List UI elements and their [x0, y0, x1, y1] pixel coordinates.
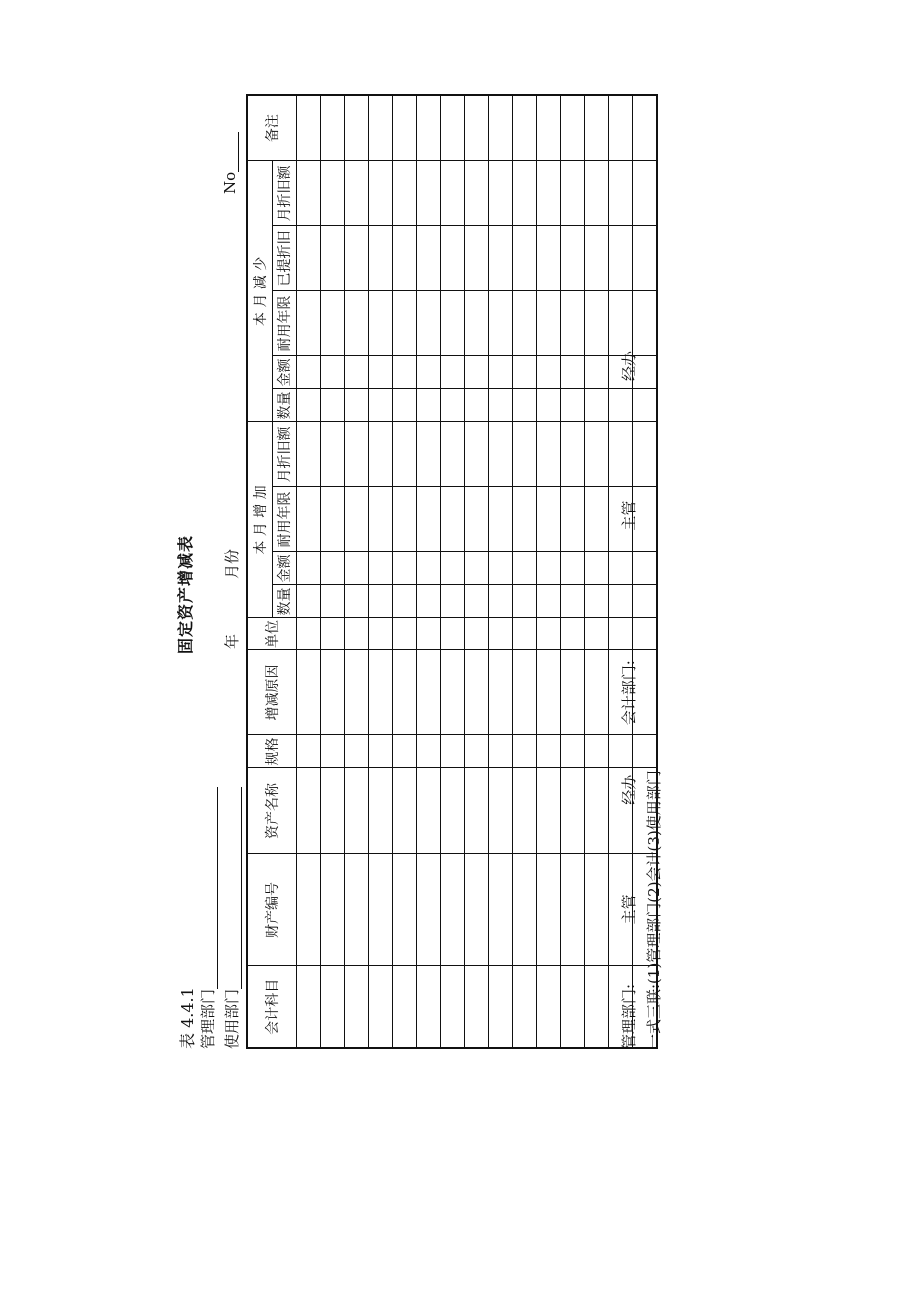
table-cell[interactable] — [513, 618, 537, 650]
table-number: 表 4.4.1 — [178, 987, 197, 1049]
table-cell[interactable] — [321, 226, 345, 291]
table-cell[interactable] — [297, 552, 321, 585]
table-cell[interactable] — [465, 585, 489, 618]
table-cell[interactable] — [537, 735, 561, 768]
table-cell[interactable] — [537, 291, 561, 356]
table-cell[interactable] — [441, 226, 465, 291]
table-cell[interactable] — [513, 161, 537, 226]
col-increase-group: 本 月 增 加 — [247, 422, 272, 618]
table-cell[interactable] — [393, 161, 417, 226]
table-cell[interactable] — [321, 618, 345, 650]
table-cell[interactable] — [465, 618, 489, 650]
table-cell[interactable] — [489, 585, 513, 618]
number-field — [221, 132, 239, 194]
table-cell[interactable] — [297, 95, 321, 161]
table-cell[interactable] — [345, 650, 369, 735]
table-cell[interactable] — [369, 356, 393, 389]
table-cell[interactable] — [345, 552, 369, 585]
table-cell[interactable] — [489, 389, 513, 422]
table-cell[interactable] — [465, 768, 489, 854]
table-cell[interactable] — [345, 618, 369, 650]
table-cell[interactable] — [393, 735, 417, 768]
col-unit: 单位 — [247, 618, 297, 650]
table-cell[interactable] — [585, 966, 609, 1048]
year-label: 年 — [223, 633, 241, 649]
footer-acct-dept-label: 会计部门: — [620, 660, 638, 726]
table-cell[interactable] — [561, 585, 585, 618]
table-cell[interactable] — [441, 735, 465, 768]
table-cell[interactable] — [417, 618, 441, 650]
table-cell[interactable] — [297, 291, 321, 356]
table-cell[interactable] — [537, 422, 561, 487]
table-cell[interactable] — [465, 966, 489, 1048]
table-cell[interactable] — [345, 735, 369, 768]
table-cell[interactable] — [561, 487, 585, 552]
table-cell[interactable] — [417, 291, 441, 356]
table-cell[interactable] — [489, 95, 513, 161]
table-cell[interactable] — [585, 650, 609, 735]
table-cell[interactable] — [393, 585, 417, 618]
table-cell[interactable] — [393, 226, 417, 291]
table-cell[interactable] — [513, 650, 537, 735]
table-cell[interactable] — [441, 487, 465, 552]
table-cell[interactable] — [489, 966, 513, 1048]
table-cell[interactable] — [537, 618, 561, 650]
table-cell[interactable] — [345, 226, 369, 291]
table-cell[interactable] — [417, 552, 441, 585]
month-label: 月份 — [223, 548, 241, 579]
table-cell[interactable] — [537, 226, 561, 291]
table-cell[interactable] — [417, 161, 441, 226]
col-inc-amt: 金额 — [272, 552, 297, 585]
table-cell[interactable] — [465, 161, 489, 226]
table-cell[interactable] — [489, 768, 513, 854]
table-cell[interactable] — [513, 585, 537, 618]
table-cell[interactable] — [417, 422, 441, 487]
use-dept-label: 使用部门 — [223, 988, 241, 1049]
table-cell[interactable] — [465, 389, 489, 422]
table-cell[interactable] — [609, 161, 633, 226]
table-cell[interactable] — [513, 966, 537, 1048]
col-asset-no: 财产编号 — [247, 854, 297, 966]
mgmt-dept-blank[interactable] — [203, 787, 218, 989]
table-cell[interactable] — [417, 389, 441, 422]
table-cell[interactable] — [321, 552, 345, 585]
table-cell[interactable] — [513, 389, 537, 422]
table-cell[interactable] — [345, 161, 369, 226]
table-cell[interactable] — [537, 487, 561, 552]
table-cell[interactable] — [321, 735, 345, 768]
col-spec: 规格 — [247, 735, 297, 768]
table-cell[interactable] — [561, 291, 585, 356]
table-cell[interactable] — [561, 552, 585, 585]
table-row — [513, 95, 537, 1048]
table-cell[interactable] — [441, 966, 465, 1048]
table-cell[interactable] — [609, 291, 633, 356]
table-cell[interactable] — [321, 291, 345, 356]
table-row — [465, 95, 489, 1048]
number-label: No — [221, 171, 239, 194]
table-cell[interactable] — [537, 966, 561, 1048]
col-reason: 增减原因 — [247, 650, 297, 735]
table-cell[interactable] — [393, 618, 417, 650]
table-cell[interactable] — [537, 161, 561, 226]
col-inc-qty: 数量 — [272, 585, 297, 618]
table-cell[interactable] — [513, 552, 537, 585]
table-cell[interactable] — [345, 356, 369, 389]
table-cell[interactable] — [585, 161, 609, 226]
col-remark: 备注 — [247, 95, 297, 161]
footer-chief-2: 主管 — [620, 500, 638, 531]
table-cell[interactable] — [585, 768, 609, 854]
table-cell[interactable] — [393, 650, 417, 735]
table-cell[interactable] — [393, 389, 417, 422]
table-cell[interactable] — [417, 585, 441, 618]
table-cell[interactable] — [369, 735, 393, 768]
table-cell[interactable] — [297, 487, 321, 552]
table-cell[interactable] — [561, 422, 585, 487]
table-cell[interactable] — [561, 854, 585, 966]
table-cell[interactable] — [609, 226, 633, 291]
table-cell[interactable] — [585, 618, 609, 650]
table-cell[interactable] — [369, 854, 393, 966]
table-cell[interactable] — [441, 552, 465, 585]
table-cell[interactable] — [369, 585, 393, 618]
table-cell[interactable] — [369, 291, 393, 356]
table-cell[interactable] — [561, 389, 585, 422]
use-dept-field — [221, 787, 242, 1049]
table-cell[interactable] — [561, 356, 585, 389]
table-cell[interactable] — [465, 552, 489, 585]
table-cell[interactable] — [393, 854, 417, 966]
table-cell[interactable] — [585, 854, 609, 966]
number-blank[interactable] — [224, 132, 239, 172]
table-cell[interactable] — [345, 422, 369, 487]
col-asset-name: 资产名称 — [247, 768, 297, 854]
table-cell[interactable] — [465, 487, 489, 552]
table-cell[interactable] — [537, 95, 561, 161]
table-cell[interactable] — [345, 585, 369, 618]
table-cell[interactable] — [633, 95, 658, 161]
table-cell[interactable] — [561, 966, 585, 1048]
table-cell[interactable] — [489, 650, 513, 735]
table-cell[interactable] — [609, 95, 633, 161]
footer-copies: 一式三联:(1)管理部门(2)会计(3)使用部门 — [645, 770, 663, 1049]
table-cell[interactable] — [633, 291, 658, 356]
table-cell[interactable] — [369, 650, 393, 735]
table-cell[interactable] — [345, 768, 369, 854]
table-cell[interactable] — [297, 650, 321, 735]
table-cell[interactable] — [513, 768, 537, 854]
table-cell[interactable] — [441, 618, 465, 650]
table-cell[interactable] — [489, 618, 513, 650]
table-cell[interactable] — [417, 487, 441, 552]
table-cell[interactable] — [369, 389, 393, 422]
table-cell[interactable] — [345, 966, 369, 1048]
table-cell[interactable] — [585, 422, 609, 487]
table-cell[interactable] — [393, 487, 417, 552]
table-body — [297, 95, 658, 1048]
table-cell[interactable] — [417, 650, 441, 735]
table-cell[interactable] — [513, 356, 537, 389]
table-cell[interactable] — [489, 854, 513, 966]
footer-mgmt-label: 管理部门: — [620, 983, 638, 1049]
table-cell[interactable] — [321, 585, 345, 618]
table-cell[interactable] — [441, 161, 465, 226]
table-cell[interactable] — [465, 95, 489, 161]
table-cell[interactable] — [561, 650, 585, 735]
table-cell[interactable] — [441, 854, 465, 966]
table-cell[interactable] — [393, 291, 417, 356]
table-cell[interactable] — [297, 422, 321, 487]
table-cell[interactable] — [465, 650, 489, 735]
table-cell[interactable] — [633, 226, 658, 291]
col-dec-accum: 已提折旧 — [272, 226, 297, 291]
table-cell[interactable] — [561, 95, 585, 161]
footer-chief-1: 主管 — [620, 894, 638, 925]
table-cell[interactable] — [369, 226, 393, 291]
table-row — [537, 95, 561, 1048]
col-inc-dep: 月折旧额 — [272, 422, 297, 487]
table-cell[interactable] — [369, 161, 393, 226]
rotated-form — [173, 114, 920, 1049]
table-cell[interactable] — [537, 650, 561, 735]
table-cell[interactable] — [417, 356, 441, 389]
table-cell[interactable] — [369, 422, 393, 487]
table-cell[interactable] — [513, 291, 537, 356]
footer-handler-2: 经办 — [620, 351, 638, 382]
table-cell[interactable] — [345, 291, 369, 356]
table-cell[interactable] — [465, 291, 489, 356]
table-row — [489, 95, 513, 1048]
table-cell[interactable] — [537, 356, 561, 389]
table-cell[interactable] — [441, 422, 465, 487]
table-row — [417, 95, 441, 1048]
table-cell[interactable] — [369, 552, 393, 585]
table-cell[interactable] — [513, 226, 537, 291]
table-cell[interactable] — [465, 356, 489, 389]
table-cell[interactable] — [441, 291, 465, 356]
table-cell[interactable] — [537, 768, 561, 854]
table-cell[interactable] — [585, 487, 609, 552]
table-cell[interactable] — [585, 585, 609, 618]
table-cell[interactable] — [441, 585, 465, 618]
table-cell[interactable] — [585, 389, 609, 422]
col-dec-dep: 月折旧额 — [272, 161, 297, 226]
table-cell[interactable] — [489, 487, 513, 552]
table-cell[interactable] — [321, 487, 345, 552]
table-cell[interactable] — [465, 854, 489, 966]
table-cell[interactable] — [585, 226, 609, 291]
table-cell[interactable] — [345, 95, 369, 161]
table-cell[interactable] — [537, 552, 561, 585]
table-cell[interactable] — [513, 854, 537, 966]
table-cell[interactable] — [297, 618, 321, 650]
table-cell[interactable] — [345, 854, 369, 966]
table-cell[interactable] — [513, 735, 537, 768]
table-cell[interactable] — [441, 650, 465, 735]
table-cell[interactable] — [345, 487, 369, 552]
table-cell[interactable] — [489, 226, 513, 291]
page-title: 固定资产增减表 — [176, 534, 195, 654]
table-cell[interactable] — [537, 389, 561, 422]
table-cell[interactable] — [489, 161, 513, 226]
table-cell[interactable] — [489, 735, 513, 768]
table-cell[interactable] — [297, 356, 321, 389]
table-cell[interactable] — [321, 650, 345, 735]
table-cell[interactable] — [321, 389, 345, 422]
col-dec-amt: 金额 — [272, 356, 297, 389]
table-cell[interactable] — [297, 768, 321, 854]
table-cell[interactable] — [393, 768, 417, 854]
table-cell[interactable] — [393, 356, 417, 389]
table-cell[interactable] — [441, 389, 465, 422]
use-dept-blank[interactable] — [227, 787, 242, 989]
table-cell[interactable] — [441, 95, 465, 161]
table-cell[interactable] — [441, 356, 465, 389]
table-row — [369, 95, 393, 1048]
table-cell[interactable] — [321, 422, 345, 487]
table-cell[interactable] — [585, 356, 609, 389]
table-cell[interactable] — [465, 735, 489, 768]
table-cell[interactable] — [369, 95, 393, 161]
col-decrease-group: 本 月 减 少 — [247, 161, 272, 422]
table-cell[interactable] — [369, 768, 393, 854]
table-cell[interactable] — [321, 966, 345, 1048]
col-acct: 会计科目 — [247, 966, 297, 1048]
table-cell[interactable] — [393, 95, 417, 161]
table-cell[interactable] — [465, 422, 489, 487]
mgmt-dept-label: 管理部门 — [199, 988, 217, 1049]
table-cell[interactable] — [417, 95, 441, 161]
table-cell[interactable] — [537, 854, 561, 966]
table-cell[interactable] — [561, 735, 585, 768]
col-dec-life: 耐用年限 — [272, 291, 297, 356]
table-row — [441, 95, 465, 1048]
table-cell[interactable] — [393, 966, 417, 1048]
table-cell[interactable] — [561, 768, 585, 854]
table-cell[interactable] — [417, 854, 441, 966]
table-cell[interactable] — [393, 422, 417, 487]
table-cell[interactable] — [513, 95, 537, 161]
table-cell[interactable] — [489, 422, 513, 487]
table-cell[interactable] — [321, 95, 345, 161]
table-cell[interactable] — [585, 291, 609, 356]
table-cell[interactable] — [369, 618, 393, 650]
mgmt-dept-field — [197, 787, 218, 1049]
table-cell[interactable] — [297, 161, 321, 226]
table-cell[interactable] — [297, 966, 321, 1048]
table-cell[interactable] — [561, 618, 585, 650]
table-row — [585, 95, 609, 1048]
table-cell[interactable] — [489, 356, 513, 389]
table-cell[interactable] — [537, 585, 561, 618]
col-inc-life: 耐用年限 — [272, 487, 297, 552]
table-cell[interactable] — [585, 552, 609, 585]
table-cell[interactable] — [321, 161, 345, 226]
table-cell[interactable] — [297, 854, 321, 966]
table-cell[interactable] — [585, 95, 609, 161]
table-cell[interactable] — [561, 226, 585, 291]
table-cell[interactable] — [417, 226, 441, 291]
table-cell[interactable] — [561, 161, 585, 226]
table-cell[interactable] — [321, 356, 345, 389]
asset-table — [246, 94, 658, 1049]
table-cell[interactable] — [297, 585, 321, 618]
table-row — [345, 95, 369, 1048]
table-cell[interactable] — [489, 552, 513, 585]
table-row — [321, 95, 345, 1048]
table-cell[interactable] — [417, 966, 441, 1048]
table-row — [297, 95, 321, 1048]
table-cell[interactable] — [489, 291, 513, 356]
table-cell[interactable] — [465, 226, 489, 291]
table-cell[interactable] — [393, 552, 417, 585]
table-cell[interactable] — [297, 389, 321, 422]
table-cell[interactable] — [321, 768, 345, 854]
table-row — [561, 95, 585, 1048]
footer-handler-1: 经办 — [620, 774, 638, 805]
table-cell[interactable] — [369, 966, 393, 1048]
table-cell[interactable] — [417, 768, 441, 854]
table-cell[interactable] — [321, 854, 345, 966]
table-row — [393, 95, 417, 1048]
table-cell[interactable] — [369, 487, 393, 552]
table-cell[interactable] — [633, 161, 658, 226]
col-dec-qty: 数量 — [272, 389, 297, 422]
table-cell[interactable] — [297, 735, 321, 768]
table-cell[interactable] — [513, 422, 537, 487]
table-cell[interactable] — [345, 389, 369, 422]
table-cell[interactable] — [297, 226, 321, 291]
table-cell[interactable] — [585, 735, 609, 768]
table-cell[interactable] — [417, 735, 441, 768]
table-cell[interactable] — [513, 487, 537, 552]
footer-signatures — [618, 351, 639, 1049]
table-cell[interactable] — [441, 768, 465, 854]
